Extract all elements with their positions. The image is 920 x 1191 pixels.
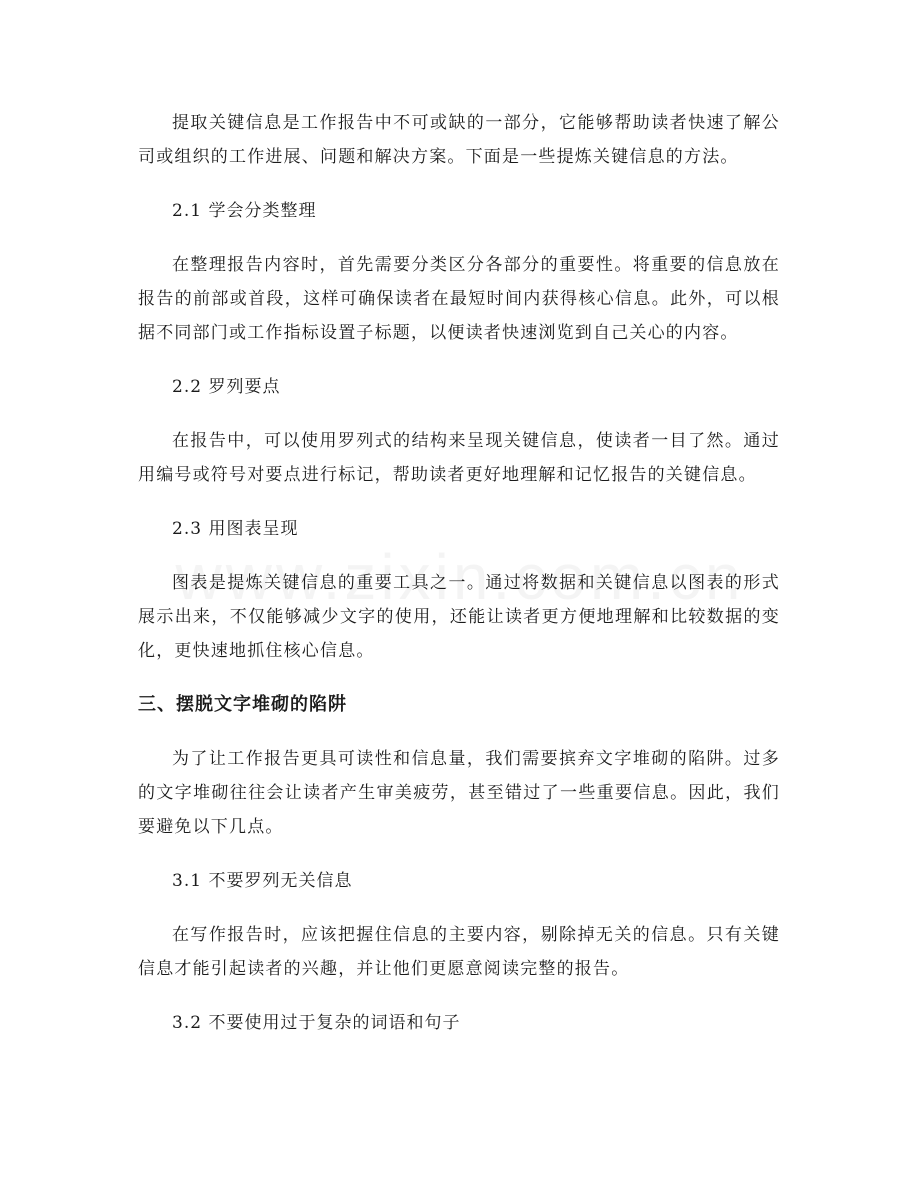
subheading-2-2: 2.2 罗列要点 (172, 377, 281, 397)
subheading-2-1: 2.1 学会分类整理 (172, 201, 317, 221)
paragraph-3-1: 在写作报告时，应该把握住信息的主要内容，剔除掉无关的信息。只有关键信息才能引起读者的兴趣，并让他们更愿意阅读完整的报告。 (138, 925, 780, 979)
paragraph-2-3: 图表是提炼关键信息的重要工具之一。通过将数据和关键信息以图表的形式展示出来，不仅能够减少文字的使用，还能让读者更方便地理解和比较数据的变化，更快速地抓住核心信息。 (138, 573, 780, 661)
section-heading-3: 三、摆脱文字堆砌的陷阱 (138, 694, 347, 715)
subheading-2-3: 2.3 用图表呈现 (172, 519, 299, 539)
paragraph-2-1: 在整理报告内容时，首先需要分类区分各部分的重要性。将重要的信息放在报告的前部或首段，这样可确保读者在最短时间内获得核心信息。此外，可以根据不同部门或工作指标设置子标题，以便读者快速浏览到自己关心的内容。 (138, 255, 780, 343)
paragraph-2-2: 在报告中，可以使用罗列式的结构来呈现关键信息，使读者一目了然。通过用编号或符号对要点进行标记，帮助读者更好地理解和记忆报告的关键信息。 (138, 431, 780, 485)
subheading-3-1: 3.1 不要罗列无关信息 (172, 871, 353, 891)
subheading-3-2: 3.2 不要使用过于复杂的词语和句子 (172, 1013, 461, 1033)
paragraph-intro: 提取关键信息是工作报告中不可或缺的一部分，它能够帮助读者快速了解公司或组织的工作进展、问题和解决方案。下面是一些提炼关键信息的方法。 (138, 113, 780, 167)
document-body (138, 106, 780, 1040)
paragraph-3-intro: 为了让工作报告更具可读性和信息量，我们需要摈弃文字堆砌的陷阱。过多的文字堆砌往往会让读者产生审美疲劳，甚至错过了一些重要信息。因此，我们要避免以下几点。 (138, 749, 780, 837)
